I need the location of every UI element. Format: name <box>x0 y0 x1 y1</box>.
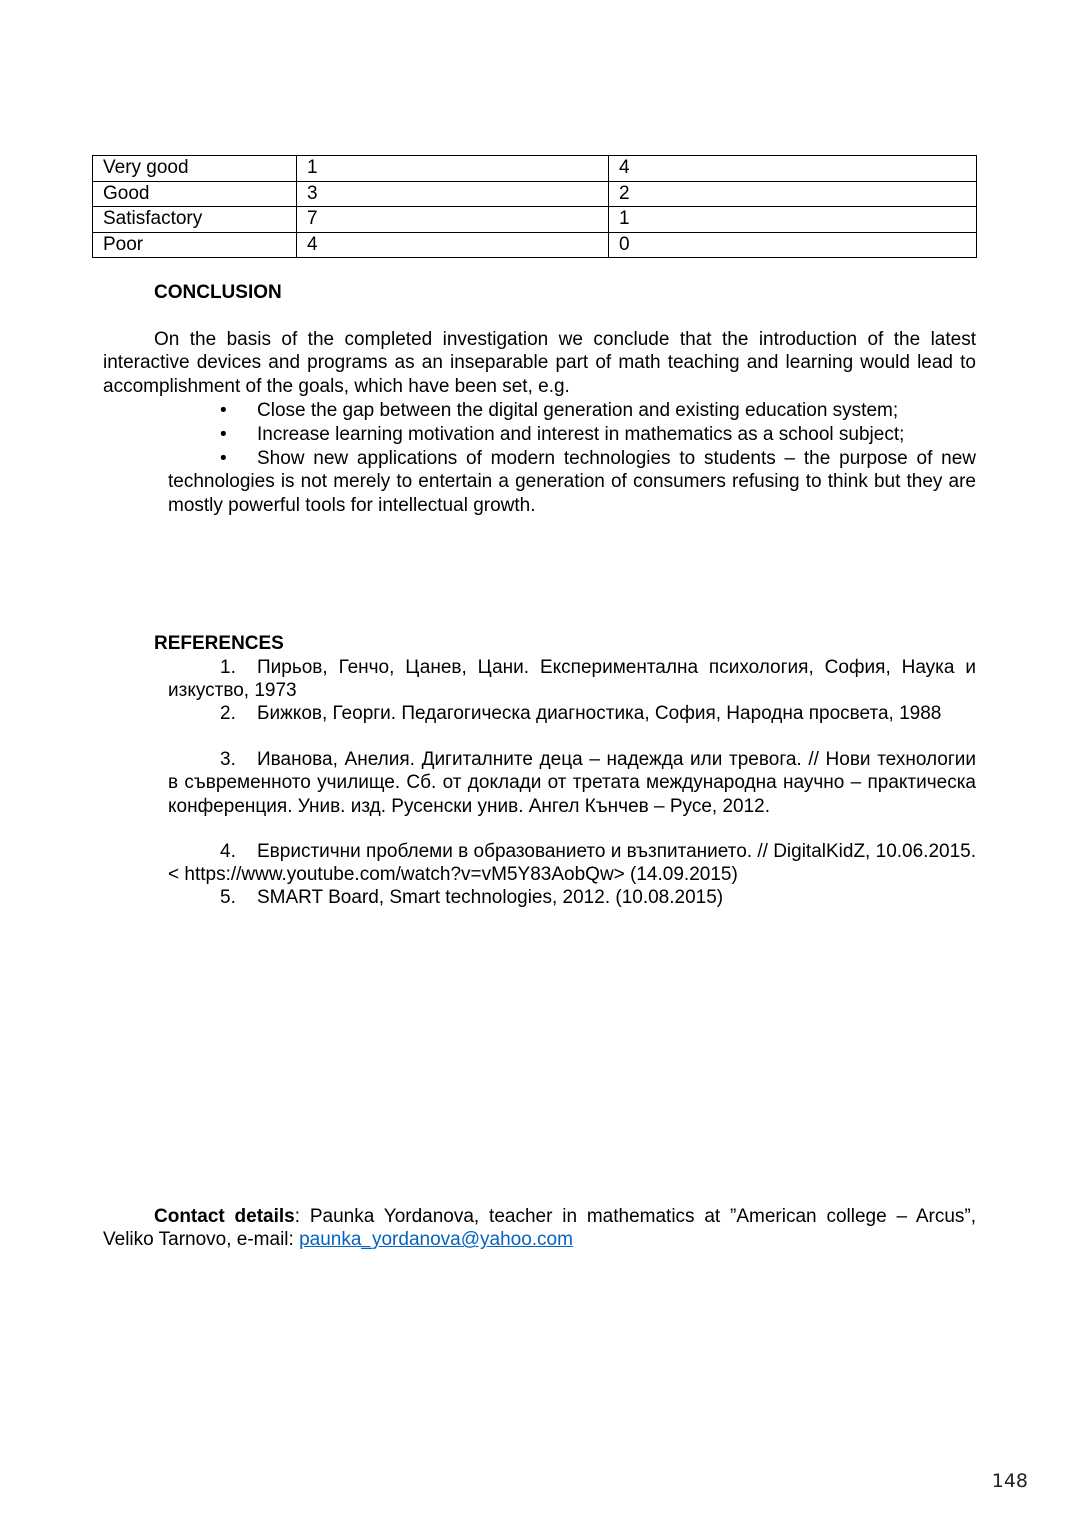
table-row <box>93 156 977 182</box>
references-heading: REFERENCES <box>154 633 284 654</box>
bullet-icon: • <box>220 400 227 421</box>
reference-item <box>168 748 976 818</box>
table-cell: 1 <box>609 207 977 233</box>
results-table <box>92 155 977 258</box>
reference-text: Бижков, Георги. Педагогическа диагностика, София, Народна просвета, 1988 <box>257 703 942 724</box>
reference-text: Пирьов, Генчо, Цанев, Цани. Експериментална психология, София, Наука и изкуство, 1973 <box>168 657 976 702</box>
reference-item <box>168 840 976 887</box>
reference-number: 5. <box>220 887 236 908</box>
table-cell: Poor <box>93 232 297 258</box>
reference-item <box>168 702 976 725</box>
contact-details <box>103 1205 976 1252</box>
table-cell: 2 <box>609 181 977 207</box>
reference-text: Евристични проблеми в образованието и възпитанието. // DigitalKidZ, 10.06.2015. < https://www.youtube.com/watch?v=vM5Y83AobQw> (14.09.2015) <box>168 841 976 886</box>
reference-number: 3. <box>220 749 236 770</box>
table-cell: 4 <box>297 232 609 258</box>
reference-text: Иванова, Анелия. Дигиталните деца – надежда или тревога. // Нови технологии в съвременното училище. Сб. от доклади от третата международна научно – практическа конференция. Унив. изд. Русенски унив. Ангел Кънчев – Русе, 2012. <box>168 749 976 817</box>
table-cell: Satisfactory <box>93 207 297 233</box>
table-row <box>93 207 977 233</box>
table-cell: 7 <box>297 207 609 233</box>
bullet-item: • Close the gap between the digital generation and existing education system; <box>220 400 899 421</box>
table-cell: 3 <box>297 181 609 207</box>
page-number: 148 <box>991 1470 1028 1492</box>
bullet-item: • Increase learning motivation and interest in mathematics as a school subject; <box>220 424 905 445</box>
reference-item <box>168 656 976 703</box>
table-cell: Good <box>93 181 297 207</box>
bullet-icon: • <box>220 424 227 445</box>
conclusion-paragraph: On the basis of the completed investigation we conclude that the introduction of the latest interactive devices and programs as an inseparable part of math teaching and learning would lead to accomplishment of the goals, which have been set, e.g. <box>103 329 976 397</box>
table-cell: Very good <box>93 156 297 182</box>
conclusion-heading: CONCLUSION <box>154 282 282 303</box>
table-row <box>93 181 977 207</box>
contact-label: Contact details <box>154 1206 295 1227</box>
table-cell: 0 <box>609 232 977 258</box>
contact-text: : Paunka Yordanova, teacher in mathematics at ”American college – Arcus”, Veliko Tarnovo, e-mail: <box>103 1206 976 1251</box>
table-cell: 1 <box>297 156 609 182</box>
reference-text: SMART Board, Smart technologies, 2012. (10.08.2015) <box>257 887 724 908</box>
reference-number: 1. <box>220 657 236 678</box>
email-link[interactable]: paunka_yordanova@yahoo.com <box>299 1229 573 1251</box>
table-row <box>93 232 977 258</box>
reference-number: 2. <box>220 703 236 724</box>
bullet-icon: • <box>220 448 227 469</box>
reference-item <box>168 886 976 909</box>
bullet-item: • Show new applications of modern technologies to students – the purpose of new technologies is not merely to entertain a generation of consumers refusing to think but they are mostly powerful tools for intellectual growth. <box>168 448 976 516</box>
table-cell: 4 <box>609 156 977 182</box>
reference-number: 4. <box>220 841 236 862</box>
